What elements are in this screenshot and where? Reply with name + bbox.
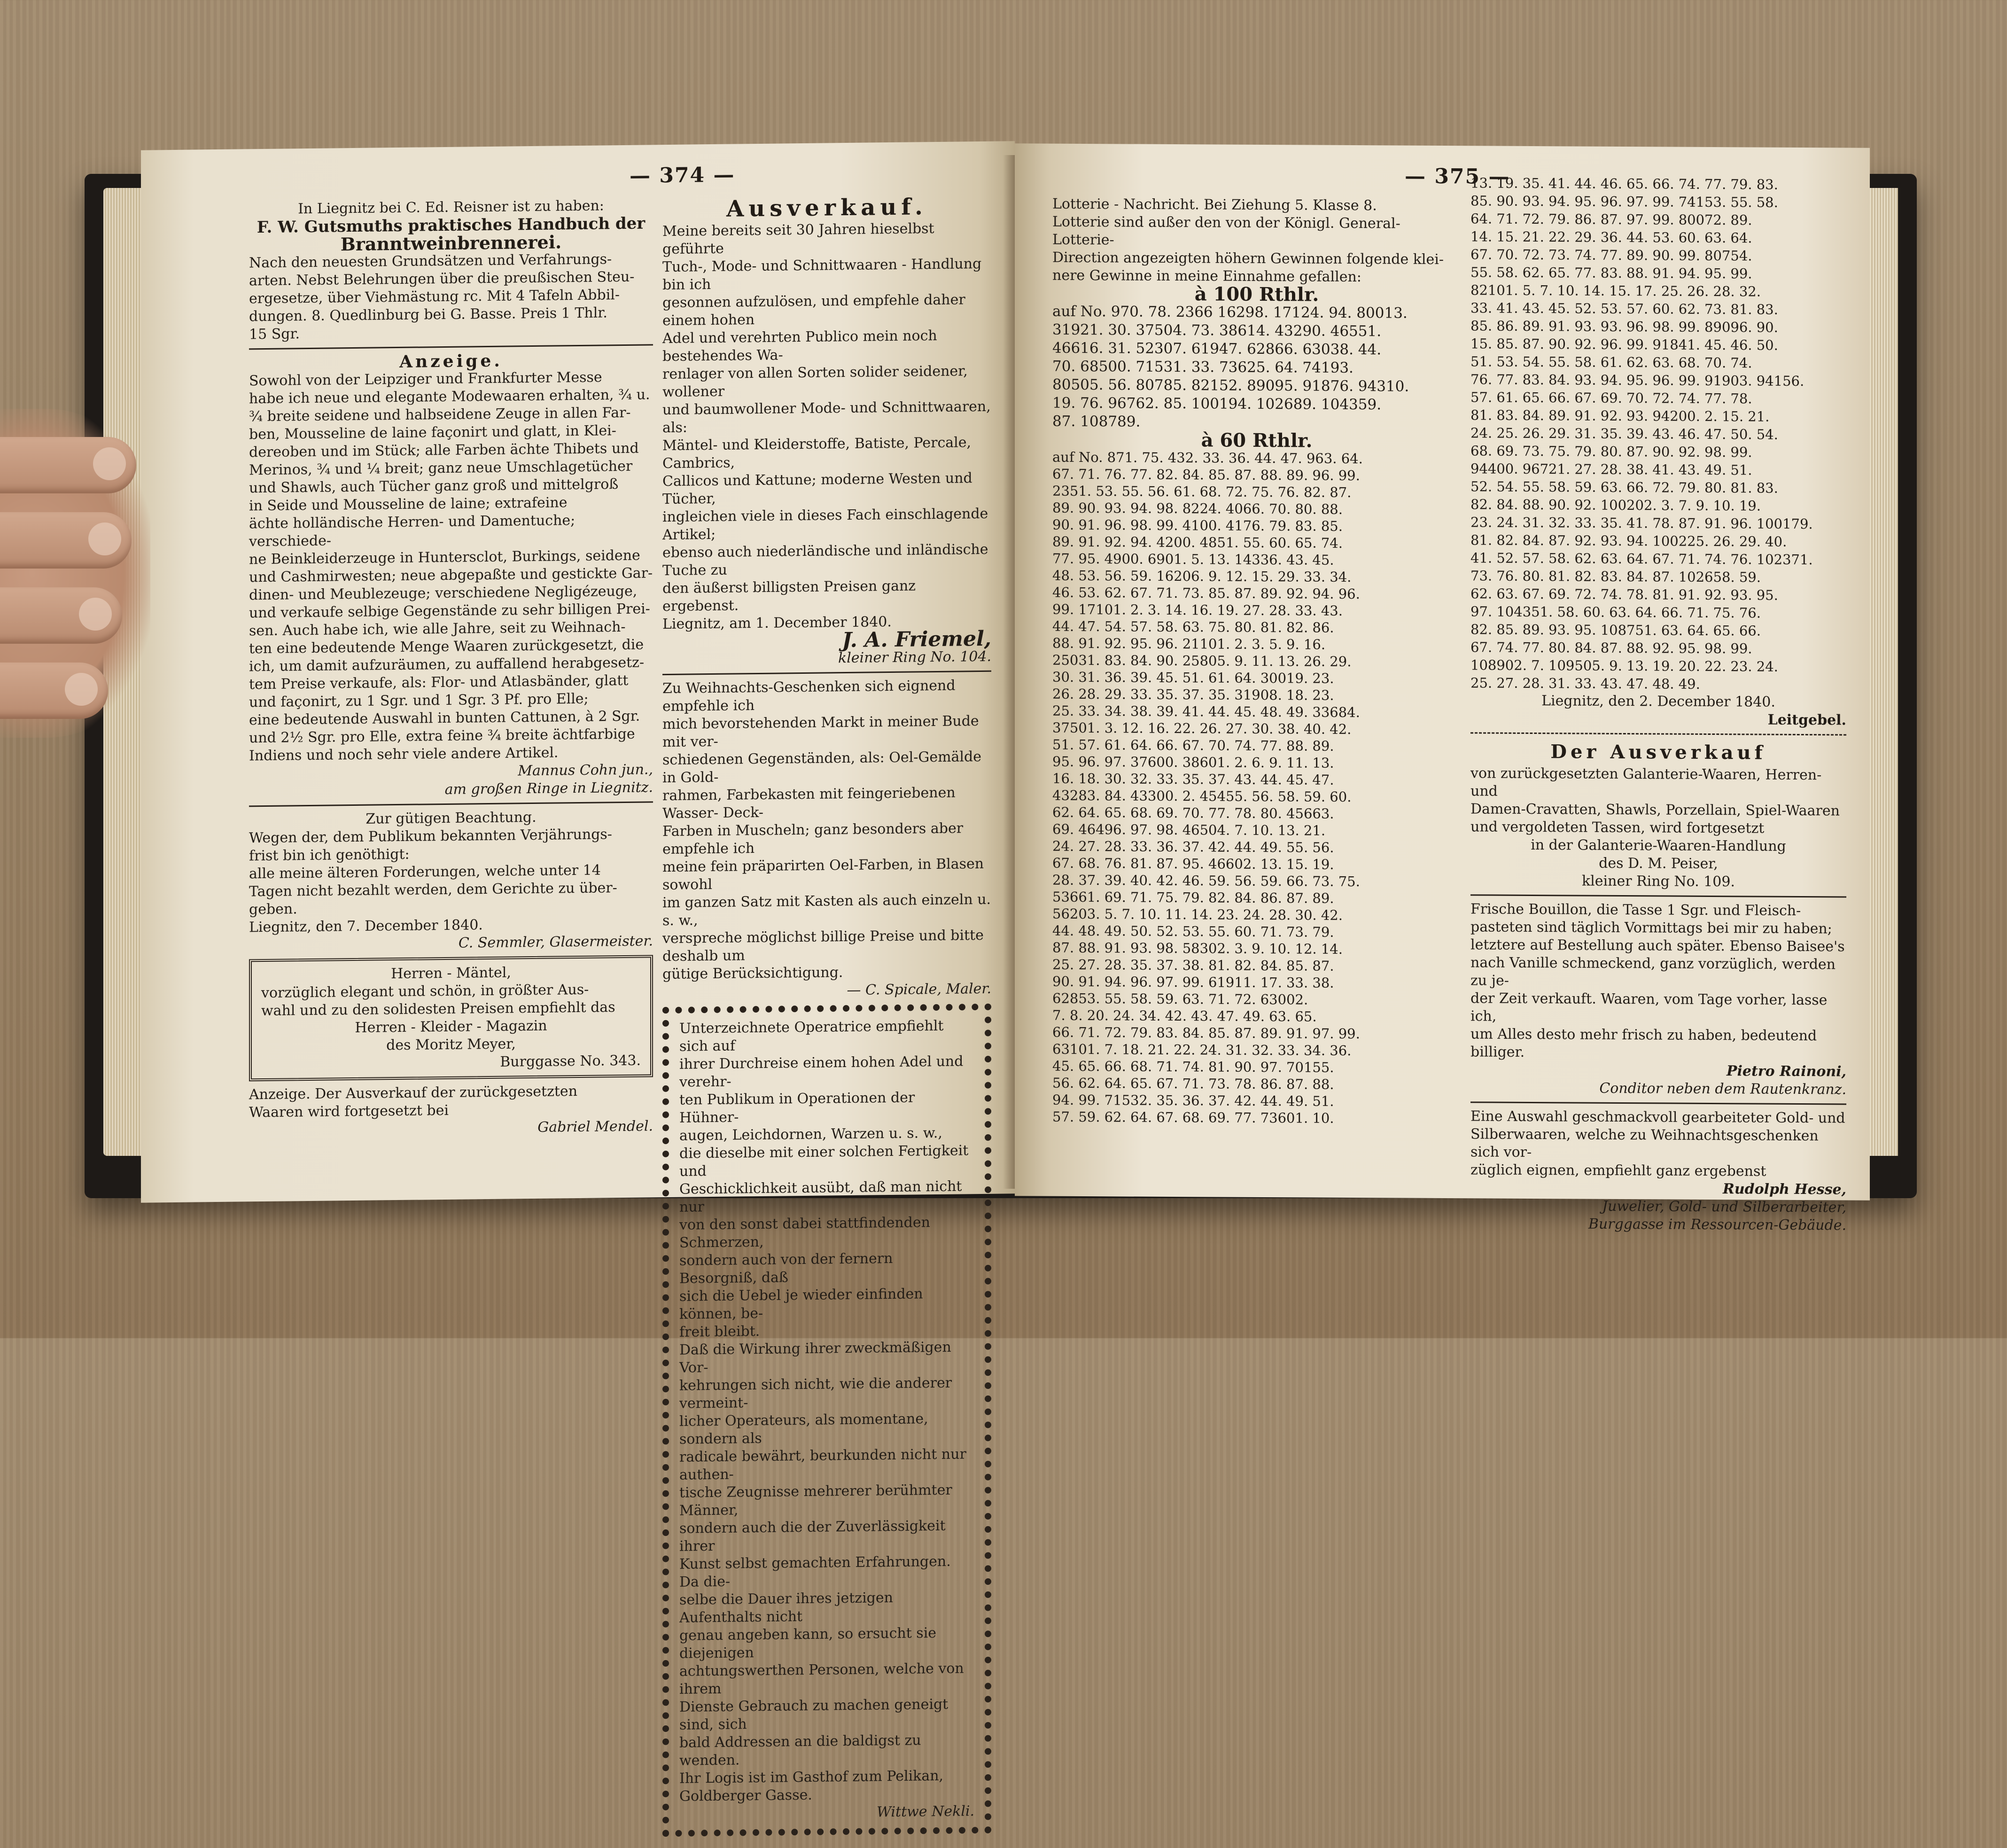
ad-line: Dienste Gebrauch zu machen geneigt sind, sich xyxy=(679,1696,949,1733)
ad-date: Liegnitz, den 7. December 1840. xyxy=(249,917,483,936)
ad-line: mich bevorstehenden Markt in meiner Bude mit ver- xyxy=(662,713,979,751)
ad-title: Branntweinbrennerei. xyxy=(340,231,562,255)
ad-line: pasteten sind täglich Vormittags bei mir zu haben; xyxy=(1470,919,1832,937)
lottery-signature: Leitgebel. xyxy=(1767,711,1846,729)
ad-signature: Wittwe Nekli. xyxy=(877,1803,974,1821)
ad-friemel xyxy=(662,193,991,669)
ad-gutsmuths xyxy=(249,196,653,343)
ad-line: sondern auch die der Zuverlässigkeit ihrer xyxy=(679,1517,946,1555)
ad-line: und Shawls, auch Tücher ganz groß und mittelgroß xyxy=(249,476,619,497)
ad-line: sich die Uebel je wieder einfinden können, be- xyxy=(679,1286,923,1323)
ad-line: Daß die Wirkung ihrer zweckmäßigen Vor- xyxy=(679,1339,951,1376)
ad-signature: Gabriel Mendel. xyxy=(537,1118,653,1136)
ad-line: Adel und verehrten Publico mein noch bestehendes Wa- xyxy=(662,327,937,365)
divider xyxy=(249,344,653,350)
ad-line: ächte holländische Herren- und Damentuche; verschiede- xyxy=(249,512,576,550)
ad-line: der Zeit verkauft. Waaren, vom Tage vorher, lasse ich, xyxy=(1470,990,1828,1025)
ad-line: achtungswerthen Personen, welche von ihrem xyxy=(679,1660,964,1698)
ad-line: ben, Mousseline de laine façonirt und glatt, in Klei- xyxy=(249,422,616,443)
ad-spicale xyxy=(662,677,991,1001)
ad-nekli-ornament-box xyxy=(662,1004,991,1837)
divider xyxy=(249,801,653,807)
left-page xyxy=(141,141,1015,1821)
ad-line: arten. Nebst Belehrungen über die preußischen Steu- xyxy=(249,268,635,289)
divider xyxy=(662,671,991,675)
ad-line: kehrungen sich nicht, wie die anderer vermeint- xyxy=(679,1374,952,1412)
ad-line: rahmen, Farbekasten mit feingeriebenen Wasser- Deck- xyxy=(662,784,956,822)
ad-line: eine bedeutende Auswahl in bunten Cattunen, à 2 Sgr. xyxy=(249,708,640,729)
ad-signature: Juwelier, Gold- und Silberarbeiter, xyxy=(1602,1198,1846,1216)
ad-line: freit bleibt. xyxy=(679,1323,760,1341)
ad-line: ne Beinkleiderzeuge in Huntersclot, Burkings, seidene xyxy=(249,547,640,568)
ad-line: Waaren wird fortgesetzt bei xyxy=(249,1102,449,1121)
ad-line: in der Galanterie-Waaren-Handlung xyxy=(1531,836,1786,855)
ad-peiser xyxy=(1470,738,1846,891)
ad-signature: J. A. Friemel, xyxy=(842,626,991,653)
prize-number-list: auf No. 871. 75. 432. 33. 36. 44. 47. 963. 64. 67. 71. 76. 77. 82. 84. 85. 87. 88. 89. 96. 99. 2351. 53. 55. 56. 61. 68. 72. 75. 76. 82. 87. 89. 90. 93. 94. 98. 8224. 4066. 70. 80. 88. 90. 91. 96. 98. 99. 4100. 4176. 79. 83. 85. 89. 91. 92. 94. 4200. 4851. 55. 60. 65. 74. 77. 95. 4900. 6901. 5. 13. 14336. 43. 45. 48. 53. 56. 59. 16206. 9. 12. 15. 29. 33. 34. 46. 53. 62. 67. 71. 73. 85. 87. 89. 92. 94. 96. 99. 17101. 2. 3. 14. 16. 19. 27. 28. 33. 43. 44. 47. 54. 57. 58. 63. 75. 80. 81. 82. 86. 88. 91. 92. 95. 96. 21101. 2. 3. 5. 9. 16. 25031. 83. 84. 90. 25805. 9. 11. 13. 26. 29. 30. 31. 36. 39. 45. 51. 61. 64. 30019. 23. 26. 28. 29. 33. 35. 37. 35. 31908. 18. 23. 25. 33. 34. 38. 39. 41. 44. 45. 48. 49. 33684. 37501. 3. 12. 16. 22. 26. 27. 30. 38. 40. 42. 51. 57. 61. 64. 66. 67. 70. 74. 77. 88. 89. 95. 96. 97. 37600. 38601. 2. 6. 9. 11. 13. 16. 18. 30. 32. 33. 35. 37. 43. 44. 45. 47. 43283. 84. 43300. 2. 45455. 56. 58. 59. 60. 62. 64. 65. 68. 69. 70. 77. 78. 80. 45663. 69. 46496. 97. 98. 46504. 7. 10. 13. 21. 24. 27. 28. 33. 36. 37. 42. 44. 49. 55. 56. 67. 68. 76. 81. 87. 95. 46602. 13. 15. 19. 28. 37. 39. 40. 42. 46. 59. 56. 59. 66. 73. 75. 53661. 69. 71. 75. 79. 82. 84. 86. 87. 89. 56203. 5. 7. 10. 11. 14. 23. 24. 28. 30. 42. 44. 48. 49. 50. 52. 53. 55. 60. 71. 73. 79. 87. 88. 91. 93. 98. 58302. 3. 9. 10. 12. 14. 25. 27. 28. 35. 37. 38. 81. 82. 84. 85. 87. 90. 91. 94. 96. 97. 99. 61911. 17. 33. 38. 62853. 55. 58. 59. 63. 71. 72. 63002. 7. 8. 20. 24. 34. 42. 43. 47. 49. 63. 65. 66. 71. 72. 79. 83. 84. 85. 87. 89. 91. 97. 99. 63101. 7. 18. 21. 22. 24. 31. 32. 33. 34. 36. 45. 65. 66. 68. 71. 74. 81. 90. 97. 70155. 56. 62. 64. 65. 67. 71. 73. 78. 86. 87. 88. 94. 99. 71532. 35. 36. 37. 42. 44. 49. 51. 57. 59. 62. 64. 67. 68. 69. 77. 73601. 10. xyxy=(1052,449,1363,1126)
ad-line: die dieselbe mit einer solchen Fertigkeit und xyxy=(679,1142,969,1180)
ad-line: Damen-Cravatten, Shawls, Porzellain, Spiel-Waaren xyxy=(1470,801,1840,819)
ad-meyer-box xyxy=(249,955,653,1081)
ad-line: kleiner Ring No. 109. xyxy=(1582,873,1735,890)
finger xyxy=(0,663,108,719)
ad-heading: Zur gütigen Beachtung. xyxy=(366,809,537,827)
ad-line: ergesetze, über Viehmästung rc. Mit 4 Tafeln Abbil- xyxy=(249,287,620,307)
ad-line: und 2½ Sgr. pro Elle, extra feine ¾ breite ächtfarbige xyxy=(249,725,635,747)
ad-line: licher Operateurs, als momentane, sondern als xyxy=(679,1411,928,1448)
ad-line: Herren - Kleider - Magazin xyxy=(355,1017,547,1036)
page-number: — 374 — xyxy=(630,163,735,188)
ad-signature: — C. Spicale, Maler. xyxy=(847,980,991,999)
ad-line: verspreche möglichst billige Preise und bitte deshalb um xyxy=(662,927,984,965)
ad-heading: Der Ausverkauf xyxy=(1550,741,1766,764)
ad-line: Tuch-, Mode- und Schnittwaaren - Handlung bin ich xyxy=(662,256,982,294)
ad-line: tische Zeugnisse mehrerer berühmter Männer, xyxy=(679,1482,952,1519)
lottery-date: Liegnitz, den 2. December 1840. xyxy=(1541,693,1775,710)
divider xyxy=(1470,894,1846,897)
ad-line: gütige Berücksichtigung. xyxy=(662,964,843,983)
ad-rainoni xyxy=(1470,900,1846,1099)
ad-line: ich, um damit aufzuräumen, zu auffallend herabgesetz- xyxy=(249,654,645,675)
ad-line: Tagen nicht bezahlt werden, dem Gerichte zu über- xyxy=(249,880,617,900)
ad-line: bald Addressen an die baldigst zu wenden. xyxy=(679,1732,921,1769)
ad-line: selbe die Dauer ihres jetzigen Aufenthalts nicht xyxy=(679,1589,893,1626)
ad-line: und baumwollener Mode- und Schnittwaaren, als: xyxy=(662,398,991,437)
prize-heading: à 100 Rthlr. xyxy=(1194,283,1319,306)
ad-line: In Liegnitz bei C. Ed. Reisner ist zu haben: xyxy=(298,197,604,218)
ad-line: renlager von allen Sorten solider seidener, wollener xyxy=(662,363,968,401)
hand xyxy=(0,409,150,738)
ad-line: habe ich neue und elegante Modewaaren erhalten, ¾ u. xyxy=(249,386,650,407)
ad-signature: C. Semmler, Glasermeister. xyxy=(458,933,653,951)
lottery-intro: Lotterie - Nachricht. Bei Ziehung 5. Klasse 8. xyxy=(1052,195,1377,214)
ad-line: gesonnen aufzulösen, und empfehle daher einem hohen xyxy=(662,291,965,329)
right-column-1 xyxy=(1052,195,1461,1128)
ad-line: Farben in Muscheln; ganz besonders aber empfehle ich xyxy=(662,820,964,858)
ad-signature: Pietro Rainoni, xyxy=(1726,1063,1846,1080)
ad-line: Goldberger Gasse. xyxy=(679,1786,812,1805)
ad-line: Herren - Mäntel, xyxy=(391,964,511,982)
lottery-intro: Lotterie sind außer den von der Königl. General-Lotterie- xyxy=(1052,213,1400,249)
ad-mendel xyxy=(249,1082,653,1139)
ad-line: des Moritz Meyer, xyxy=(386,1036,516,1054)
ad-line: ten eine bedeutende Menge Waaren zurückgesetzt, die xyxy=(249,636,644,657)
right-column-2 xyxy=(1470,174,1846,1234)
ad-line: Sowohl von der Leipziger und Frankfurter Messe xyxy=(249,369,602,390)
ad-line: dinen- und Meublezeuge; verschiedene Negligézeuge, xyxy=(249,583,638,604)
ad-line: züglich eignen, empfiehlt ganz ergebenst xyxy=(1470,1162,1766,1180)
ad-line: und façonirt, zu 1 Sgr. und 1 Sgr. 3 Pf. pro Elle; xyxy=(249,690,589,711)
ad-line: alle meine älteren Forderungen, welche unter 14 xyxy=(249,862,601,882)
ad-line: Meine bereits seit 30 Jahren hieselbst geführte xyxy=(662,220,934,258)
ad-line: geben. xyxy=(249,901,297,918)
ad-line: von zurückgesetzten Galanterie-Waaren, Herren- und xyxy=(1470,765,1822,800)
ad-line: von den sonst dabei stattfindenden Schmerzen, xyxy=(679,1214,930,1251)
ad-line: letztere auf Bestellung auch später. Ebenso Baisee's xyxy=(1470,936,1845,955)
ad-line: dungen. 8. Quedlinburg bei G. Basse. Preis 1 Thlr. xyxy=(249,304,607,325)
ad-line: tem Preise verkaufe, als: Flor- und Atlasbänder, glatt xyxy=(249,672,629,693)
ad-cohn xyxy=(249,350,653,801)
ad-line: den äußerst billigsten Preisen ganz ergebenst. xyxy=(662,577,916,615)
ad-line: dereoben und im Stück; alle Farben ächte Thibets und xyxy=(249,440,639,461)
finger xyxy=(0,437,136,493)
ad-line: und vergoldeten Tassen, wird fortgesetzt xyxy=(1470,819,1765,837)
ad-line: Merinos, ¾ und ¼ breit; ganz neue Umschlagetücher xyxy=(249,458,633,479)
page-edges-right xyxy=(1870,188,1898,1156)
ad-line: und verkaufe selbige Gegenstände zu sehr billigen Prei- xyxy=(249,600,650,622)
ad-line: und Cashmirwesten; neue abgepaßte und gestickte Gar- xyxy=(249,565,653,586)
ad-line: genau angeben kann, so ersucht sie diejenigen xyxy=(679,1625,937,1662)
ad-line: ingleichen viele in dieses Fach einschlagende Artikel; xyxy=(662,505,988,544)
ad-line: sondern auch von der fernern Besorgniß, daß xyxy=(679,1250,893,1287)
ad-line: Callicos und Kattune; moderne Westen und Tücher, xyxy=(662,470,972,508)
prize-number-list: 13. 19. 35. 41. 44. 46. 65. 66. 74. 77. 79. 83. 85. 90. 93. 94. 95. 96. 97. 99. 74153. 55. 58. 64. 71. 72. 79. 86. 87. 97. 99. 80072. 89. 14. 15. 21. 22. 29. 36. 44. 53. 60. 63. 64. 67. 70. 72. 73. 74. 77. 89. 90. 99. 80754. 55. 58. 62. 65. 77. 83. 88. 91. 94. 95. 99. 82101. 5. 7. 10. 14. 15. 17. 25. 26. 28. 32. 33. 41. 43. 45. 52. 53. 57. 60. 62. 73. 81. 83. 85. 86. 89. 91. 93. 93. 96. 98. 99. 89096. 90. 15. 85. 87. 90. 92. 96. 99. 91841. 45. 46. 50. 51. 53. 54. 55. 58. 61. 62. 63. 68. 70. 74. 76. 77. 83. 84. 93. 94. 95. 96. 99. 91903. 94156. 57. 61. 65. 66. 67. 69. 70. 72. 74. 77. 78. 81. 83. 84. 89. 91. 92. 93. 94200. 2. 15. 21. 24. 25. 26. 29. 31. 35. 39. 43. 46. 47. 50. 54. 68. 69. 73. 75. 79. 80. 87. 90. 92. 98. 99. 94400. 96721. 27. 28. 38. 41. 43. 49. 51. 52. 54. 55. 58. 59. 63. 66. 72. 79. 80. 81. 83. 82. 84. 88. 90. 92. 100202. 3. 7. 9. 10. 19. 23. 24. 31. 32. 33. 35. 41. 78. 87. 91. 96. 100179. 81. 82. 84. 87. 92. 93. 94. 100225. 26. 29. 40. 41. 52. 57. 58. 62. 63. 64. 67. 71. 74. 76. 102371. 73. 76. 80. 81. 82. 83. 84. 87. 102658. 59. 62. 63. 67. 69. 72. 74. 78. 81. 91. 92. 93. 95. 97. 104351. 58. 60. 63. 64. 66. 71. 75. 76. 82. 85. 89. 93. 95. 108751. 63. 64. 65. 66. 67. 74. 77. 80. 84. 87. 88. 92. 95. 98. 99. 108902. 7. 109505. 9. 13. 19. 20. 22. 23. 24. 25. 27. 28. 31. 33. 43. 47. 48. 49. xyxy=(1470,175,1813,692)
left-column-1 xyxy=(249,196,653,1139)
ad-line: Burggasse No. 343. xyxy=(500,1052,641,1070)
ad-signature: am großen Ringe in Liegnitz. xyxy=(444,779,653,798)
lottery-intro: nere Gewinne in meine Einnahme gefallen: xyxy=(1052,267,1361,286)
open-book xyxy=(85,136,1917,1821)
ad-line: sen. Auch habe ich, wie alle Jahre, seit zu Weihnach- xyxy=(249,618,626,639)
ad-line: ten Publikum in Operationen der Hühner- xyxy=(679,1089,915,1126)
divider xyxy=(1470,1101,1846,1105)
ad-line: schiedenen Gegenständen, als: Oel-Gemälde in Gold- xyxy=(662,749,981,787)
ad-heading: Ausverkauf. xyxy=(726,194,927,222)
finger xyxy=(0,587,122,644)
ad-line: Ihr Logis ist im Gasthof zum Pelikan, xyxy=(679,1767,944,1787)
ad-line: Indiens und noch sehr viele andere Artikel. xyxy=(249,744,559,764)
page-number: — 375 — xyxy=(1405,164,1510,189)
ad-line: F. W. Gutsmuths praktisches Handbuch der xyxy=(257,214,646,237)
ad-semmler xyxy=(249,807,653,954)
ad-line: Unterzeichnete Operatrice empfiehlt sich auf xyxy=(679,1017,944,1055)
fingernail xyxy=(93,447,126,480)
ad-line: im ganzen Satz mit Kasten als auch einzeln u. s. w., xyxy=(662,891,991,929)
ad-line: Frische Bouillon, die Tasse 1 Sgr. und Fleisch- xyxy=(1470,901,1801,919)
finger xyxy=(0,512,132,569)
ad-line: ihrer Durchreise einem hohen Adel und verehr- xyxy=(679,1053,964,1091)
ad-signature: Burggasse im Ressourcen-Gebäude. xyxy=(1588,1216,1846,1234)
ad-date: Liegnitz, am 1. December 1840. xyxy=(662,614,892,633)
ad-signature: Rudolph Hesse, xyxy=(1722,1181,1846,1198)
ad-signature: Conditor neben dem Rautenkranz. xyxy=(1599,1080,1846,1098)
left-column-2 xyxy=(662,193,991,1842)
ad-line: 15 Sgr. xyxy=(249,326,300,343)
ad-line: nach Vanille schmeckend, ganz vorzüglich, werden zu je- xyxy=(1470,954,1836,989)
divider xyxy=(1470,732,1846,735)
ad-line: vorzüglich elegant und schön, in größter Aus- xyxy=(261,981,589,1002)
ad-line: meine fein präparirten Oel-Farben, in Blasen sowohl xyxy=(662,855,984,894)
ad-line: Geschicklichkeit ausübt, daß man nicht nur xyxy=(679,1178,962,1216)
fingernail xyxy=(79,598,112,631)
ad-line: radicale bewährt, beurkunden nicht nur authen- xyxy=(679,1446,966,1483)
fingernail xyxy=(65,673,98,706)
ad-line: Kunst selbst gemachten Erfahrungen. Da die- xyxy=(679,1553,951,1591)
ad-hesse xyxy=(1470,1107,1846,1234)
ad-line: Anzeige. Der Ausverkauf der zurückgesetzten xyxy=(249,1083,578,1103)
lottery-intro: Direction angezeigten höhern Gewinnen folgende klei- xyxy=(1052,249,1444,268)
ad-line: ¾ breite seidene und halbseidene Zeuge in allen Far- xyxy=(249,404,631,425)
ad-line: Silberwaaren, welche zu Weihnachtsgeschenken sich vor- xyxy=(1470,1126,1819,1161)
ad-signature: kleiner Ring No. 104. xyxy=(838,648,991,667)
ad-line: augen, Leichdornen, Warzen u. s. w., xyxy=(679,1124,942,1144)
prize-heading: à 60 Rthlr. xyxy=(1201,429,1313,452)
prize-number-list: auf No. 970. 78. 2366 16298. 17124. 94. 80013. 31921. 30. 37504. 73. 38614. 43290. 46551. 46616. 31. 52307. 61947. 62866. 63038. 44. 70. 68500. 71531. 33. 73625. 64. 74193. 80505. 56. 80785. 82152. 89095. 91876. 94310. 19. 76. 96762. 85. 100194. 102689. 104359. 87. 108789. xyxy=(1052,303,1409,430)
ad-signature: Mannus Cohn jun., xyxy=(518,761,653,780)
ad-line: Mäntel- und Kleiderstoffe, Batiste, Percale, Cambrics, xyxy=(662,434,972,472)
ad-line: ebenso auch niederländische und inländische Tuche zu xyxy=(662,541,988,579)
ad-line: wahl und zu den solidesten Preisen empfiehlt das xyxy=(261,999,615,1020)
ad-line: Nach den neuesten Grundsätzen und Verfahrungs- xyxy=(249,251,612,272)
fingernail xyxy=(88,522,121,555)
ad-line: Eine Auswahl geschmackvoll gearbeiteter Gold- und xyxy=(1470,1108,1845,1127)
ad-line: in Seide und Mousseline de laine; extrafeine xyxy=(249,494,568,515)
ad-heading: Anzeige. xyxy=(399,351,503,372)
right-page xyxy=(1015,143,1870,1234)
ad-line: des D. M. Peiser, xyxy=(1599,855,1718,873)
ad-line: Wegen der, dem Publikum bekannten Verjährungs- xyxy=(249,826,612,847)
ad-line: Zu Weihnachts-Geschenken sich eignend empfehle ich xyxy=(662,677,956,715)
ad-line: frist bin ich genöthigt: xyxy=(249,846,410,865)
ad-line: um Alles desto mehr frisch zu haben, bedeutend billiger. xyxy=(1470,1026,1817,1060)
